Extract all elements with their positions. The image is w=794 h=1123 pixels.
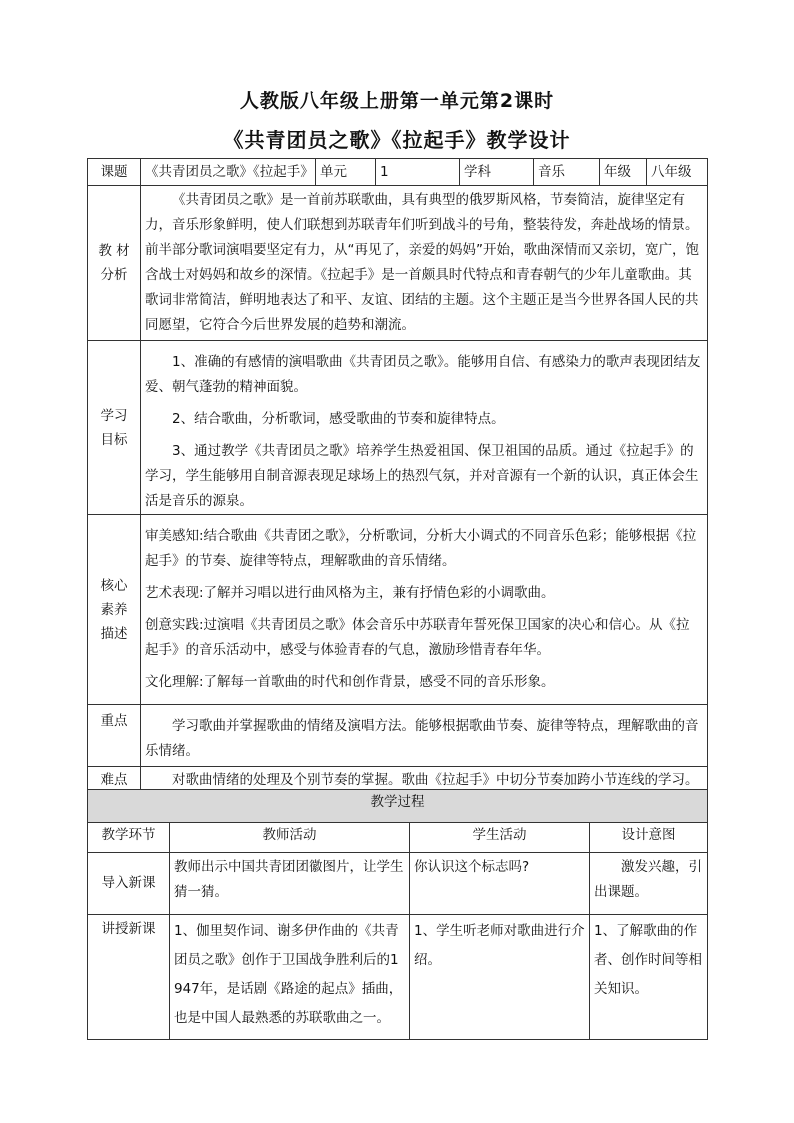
subject-label: 学科: [460, 159, 534, 186]
teacher-cell: 1、伽里契作词、谢多伊作曲的《共青团员之歌》创作于卫国战争胜利后的1947年，是话剧《路途的起点》插曲，也是中国人最熟悉的苏联歌曲之一。: [170, 915, 410, 1040]
student-cell: 1、学生听老师对歌曲进行介绍。: [410, 915, 590, 1040]
intent-cell: 1、了解歌曲的作者、创作时间等相关知识。: [590, 915, 708, 1040]
header-student: 学生活动: [410, 823, 590, 853]
intent-cell: 激发兴趣，引出课题。: [590, 853, 708, 915]
goals-text: [141, 341, 708, 515]
header-teacher: 教师活动: [170, 823, 410, 853]
student-cell: 你认识这个标志吗?: [410, 853, 590, 915]
teaching-process-table: [87, 789, 708, 1040]
literacy-text: [141, 515, 708, 705]
header-intent: 设计意图: [590, 823, 708, 853]
process-header-row: [88, 823, 708, 853]
literacy-item: 审美感知:结合歌曲《共青团之歌》，分析歌词，分析大小调式的不同音乐色彩；能够根据《拉起手》的节奏、旋律等特点，理解歌曲的音乐情绪。: [145, 528, 697, 569]
difficulties-label: 难点: [88, 767, 141, 794]
table-row: [88, 853, 708, 915]
lesson-info-table: [87, 158, 708, 794]
subject-value: 音乐: [534, 159, 600, 186]
key-points-text: 学习歌曲并掌握歌曲的情绪及演唱方法。能够根据歌曲节奏、旋律等特点，理解歌曲的音乐情绪。: [141, 705, 708, 767]
goal-item: 2、结合歌曲，分析歌词，感受歌曲的节奏和旋律特点。: [172, 411, 505, 427]
header-stage: 教学环节: [88, 823, 170, 853]
document-title-line1: 人教版八年级上册第一单元第2课时: [239, 90, 555, 112]
goal-item: 1、准确的有感情的演唱歌曲《共青团员之歌》。能够用自信、有感染力的歌声表现团结友爱、朝气蓬勃的精神面貌。: [145, 354, 701, 395]
key-points-label: 重点: [88, 705, 141, 767]
info-row: [88, 159, 708, 186]
grade-value: 八年级: [647, 159, 708, 186]
key-points-row: [88, 705, 708, 767]
topic-label: 课题: [88, 159, 141, 186]
topic-value: 《共青团员之歌》《拉起手》: [141, 159, 316, 186]
stage-cell: 讲授新课: [88, 915, 170, 1040]
stage-cell: 导入新课: [88, 853, 170, 915]
literacy-item: 艺术表现:了解并习唱以进行曲风格为主，兼有抒情色彩的小调歌曲。: [145, 585, 555, 601]
process-band-title: 教学过程: [88, 790, 708, 823]
grade-label: 年级: [600, 159, 647, 186]
difficulties-text: 对歌曲情绪的处理及个别节奏的掌握。歌曲《拉起手》中切分节奏加跨小节连线的学习。: [141, 767, 708, 794]
analysis-text: 《共青团员之歌》是一首前苏联歌曲，具有典型的俄罗斯风格，节奏简洁，旋律坚定有力，音乐形象鲜明，使人们联想到苏联青年们听到战斗的号角，整装待发，奔赴战场的情景。前半部分歌词演唱要坚定有力，从“再见了，亲爱的妈妈”开始，歌曲深情而又亲切，宽广，饱含战士对妈妈和故乡的深情。《拉起手》是一首颇具时代特点和青春朝气的少年儿童歌曲。其歌词非常简洁，鲜明地表达了和平、友谊、团结的主题。这个主题正是当今世界各国人民的共同愿望，它符合今后世界发展的趋势和潮流。: [141, 186, 708, 341]
unit-value: 1: [376, 159, 460, 186]
goals-label: 学习 目标: [88, 341, 141, 515]
unit-label: 单元: [316, 159, 376, 186]
goals-row: [88, 341, 708, 515]
teacher-cell: 教师出示中国共青团团徽图片，让学生猜一猜。: [170, 853, 410, 915]
literacy-label: 核心 素养 描述: [88, 515, 141, 705]
literacy-item: 文化理解:了解每一首歌曲的时代和创作背景，感受不同的音乐形象。: [145, 674, 555, 690]
literacy-item: 创意实践:过演唱《共青团员之歌》体会音乐中苏联青年誓死保卫国家的决心和信心。从《拉起手》的音乐活动中，感受与体验青春的气息，激励珍惜青春年华。: [145, 617, 690, 658]
document-title-line2: 《共青团员之歌》《拉起手》教学设计: [223, 128, 571, 152]
literacy-row: [88, 515, 708, 705]
goal-item: 3、通过教学《共青团员之歌》培养学生热爱祖国、保卫祖国的品质。通过《拉起手》的学习，学生能够用自制音源表现足球场上的热烈气氛，并对音源有一个新的认识，真正体会生活是音乐的源泉。: [145, 443, 699, 509]
table-row: [88, 915, 708, 1040]
analysis-row: [88, 186, 708, 341]
analysis-label: 教 材 分析: [88, 186, 141, 341]
process-band-row: [88, 790, 708, 823]
